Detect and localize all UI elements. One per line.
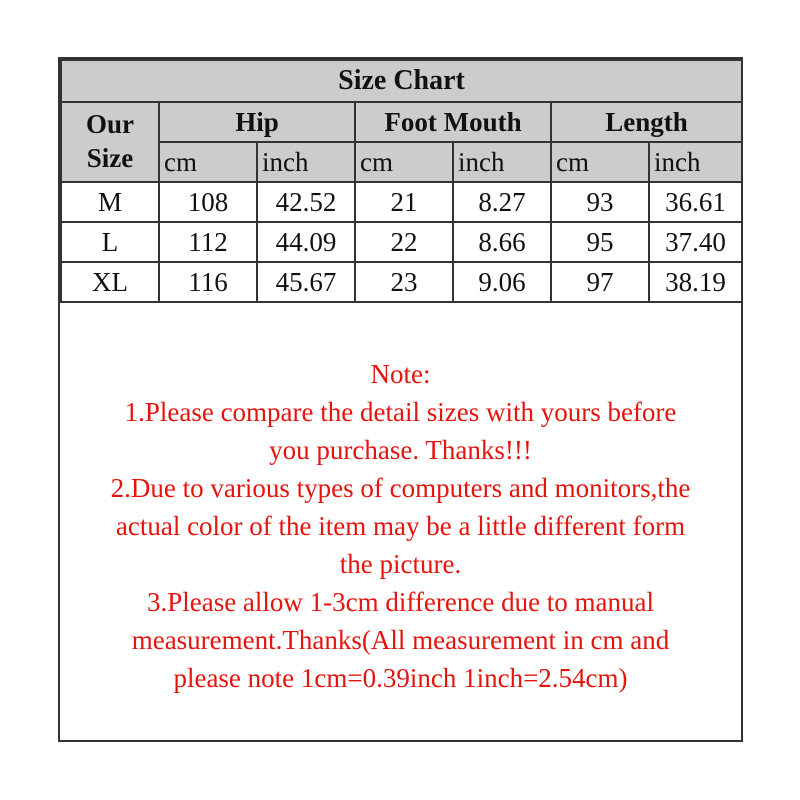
unit-header: cm bbox=[159, 142, 257, 182]
value-cell: 116 bbox=[159, 262, 257, 302]
unit-header: cm bbox=[355, 142, 453, 182]
value-cell: 112 bbox=[159, 222, 257, 262]
group-header-length: Length bbox=[551, 102, 742, 142]
note-line: 1.Please compare the detail sizes with yours before bbox=[124, 397, 677, 427]
note-line: please note 1cm=0.39inch 1inch=2.54cm) bbox=[173, 663, 628, 693]
unit-header: inch bbox=[649, 142, 742, 182]
value-cell: 22 bbox=[355, 222, 453, 262]
size-column-header bbox=[61, 102, 159, 182]
value-cell: 37.40 bbox=[649, 222, 742, 262]
value-cell: 8.27 bbox=[453, 182, 551, 222]
size-cell: XL bbox=[61, 262, 159, 302]
value-cell: 93 bbox=[551, 182, 649, 222]
value-cell: 38.19 bbox=[649, 262, 742, 302]
table-title: Size Chart bbox=[61, 60, 742, 102]
size-cell: L bbox=[61, 222, 159, 262]
table-row bbox=[61, 182, 742, 222]
note-line: 2.Due to various types of computers and monitors,the bbox=[110, 473, 691, 503]
value-cell: 21 bbox=[355, 182, 453, 222]
note-line: 3.Please allow 1-3cm difference due to manual bbox=[146, 587, 655, 617]
table-row bbox=[61, 262, 742, 302]
value-cell: 44.09 bbox=[257, 222, 355, 262]
value-cell: 95 bbox=[551, 222, 649, 262]
group-header-foot-mouth: Foot Mouth bbox=[355, 102, 551, 142]
note-line: the picture. bbox=[339, 549, 462, 579]
value-cell: 97 bbox=[551, 262, 649, 302]
group-header-hip: Hip bbox=[159, 102, 355, 142]
size-chart-table bbox=[60, 59, 743, 303]
table-row bbox=[61, 222, 742, 262]
value-cell: 23 bbox=[355, 262, 453, 302]
size-chart-frame bbox=[58, 57, 743, 742]
corner-line-1: Our bbox=[85, 109, 134, 140]
value-cell: 36.61 bbox=[649, 182, 742, 222]
note-line: you purchase. Thanks!!! bbox=[269, 435, 532, 465]
unit-header: inch bbox=[453, 142, 551, 182]
note-heading: Note: bbox=[370, 359, 431, 389]
value-cell: 45.67 bbox=[257, 262, 355, 302]
note-block bbox=[60, 355, 741, 697]
value-cell: 9.06 bbox=[453, 262, 551, 302]
corner-line-2: Size bbox=[86, 143, 134, 173]
note-line: measurement.Thanks(All measurement in cm and bbox=[131, 625, 670, 655]
value-cell: 8.66 bbox=[453, 222, 551, 262]
note-line: actual color of the item may be a little different form bbox=[115, 511, 686, 541]
size-cell: M bbox=[61, 182, 159, 222]
unit-header: inch bbox=[257, 142, 355, 182]
unit-header: cm bbox=[551, 142, 649, 182]
value-cell: 42.52 bbox=[257, 182, 355, 222]
value-cell: 108 bbox=[159, 182, 257, 222]
